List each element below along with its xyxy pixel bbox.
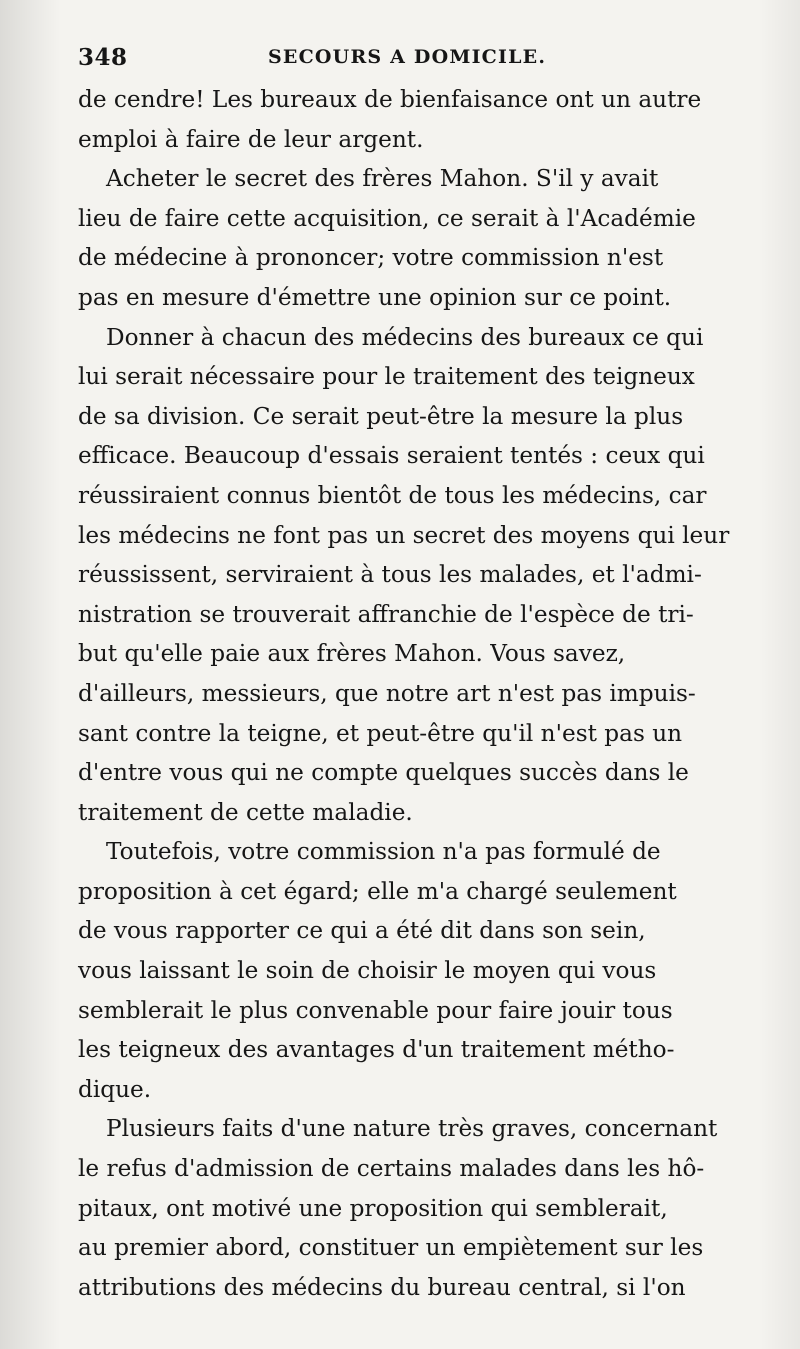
paragraph-start-line: Donner à chacun des médecins des bureaux ce qui <box>106 323 704 351</box>
text-line: pas en mesure d'émettre une opinion sur ce point. <box>78 283 672 311</box>
page-number: 348 <box>78 44 128 71</box>
running-head: SECOURS A DOMICILE. <box>268 46 547 68</box>
text-line: réussissent, serviraient à tous les malades, et l'admi- <box>78 561 702 589</box>
paragraph-start-line: Toutefois, votre commission n'a pas formulé de <box>106 838 661 866</box>
text-line: d'entre vous qui ne compte quelques succès dans le <box>78 759 689 787</box>
text-line: réussiraient connus bientôt de tous les médecins, car <box>78 481 707 509</box>
text-line: de cendre! Les bureaux de bienfaisance ont un autre <box>78 86 702 113</box>
text-line: de médecine à prononcer; votre commission n'est <box>78 244 664 272</box>
text-line: lui serait nécessaire pour le traitement des teigneux <box>78 363 695 391</box>
text-line: de sa division. Ce serait peut-être la mesure la plus <box>78 402 684 430</box>
text-line: de vous rapporter ce qui a été dit dans son sein, <box>78 917 646 945</box>
text-line: emploi à faire de leur argent. <box>78 125 424 153</box>
text-line: pitaux, ont motivé une proposition qui semblerait, <box>78 1194 668 1222</box>
text-line: attributions des médecins du bureau central, si l'on <box>78 1273 686 1301</box>
text-line: d'ailleurs, messieurs, que notre art n'est pas impuis- <box>78 679 696 707</box>
text-line: but qu'elle paie aux frères Mahon. Vous savez, <box>78 640 626 668</box>
text-line: semblerait le plus convenable pour faire jouir tous <box>78 996 673 1024</box>
text-line: dique. <box>78 1075 152 1103</box>
text-line: les médecins ne font pas un secret des moyens qui leur <box>78 521 730 549</box>
text-line: les teigneux des avantages d'un traitement métho- <box>78 1036 675 1064</box>
text-line: proposition à cet égard; elle m'a chargé seulement <box>78 877 677 905</box>
text-line: traitement de cette maladie. <box>78 798 413 826</box>
body-text <box>78 80 738 1307</box>
text-line: au premier abord, constituer un empiètement sur les <box>78 1234 704 1262</box>
text-line: le refus d'admission de certains malades dans les hô- <box>78 1155 705 1183</box>
paragraph-start-line: Plusieurs faits d'une nature très graves, concernant <box>106 1115 718 1143</box>
paragraph-start-line: Acheter le secret des frères Mahon. S'il y avait <box>106 165 659 193</box>
text-line: sant contre la teigne, et peut-être qu'il n'est pas un <box>78 719 683 747</box>
text-line: vous laissant le soin de choisir le moyen qui vous <box>78 957 657 985</box>
text-line: nistration se trouverait affranchie de l'espèce de tri- <box>78 600 694 628</box>
page-header <box>78 38 720 82</box>
text-line: lieu de faire cette acquisition, ce serait à l'Académie <box>78 204 696 232</box>
text-line: efficace. Beaucoup d'essais seraient tentés : ceux qui <box>78 442 705 470</box>
